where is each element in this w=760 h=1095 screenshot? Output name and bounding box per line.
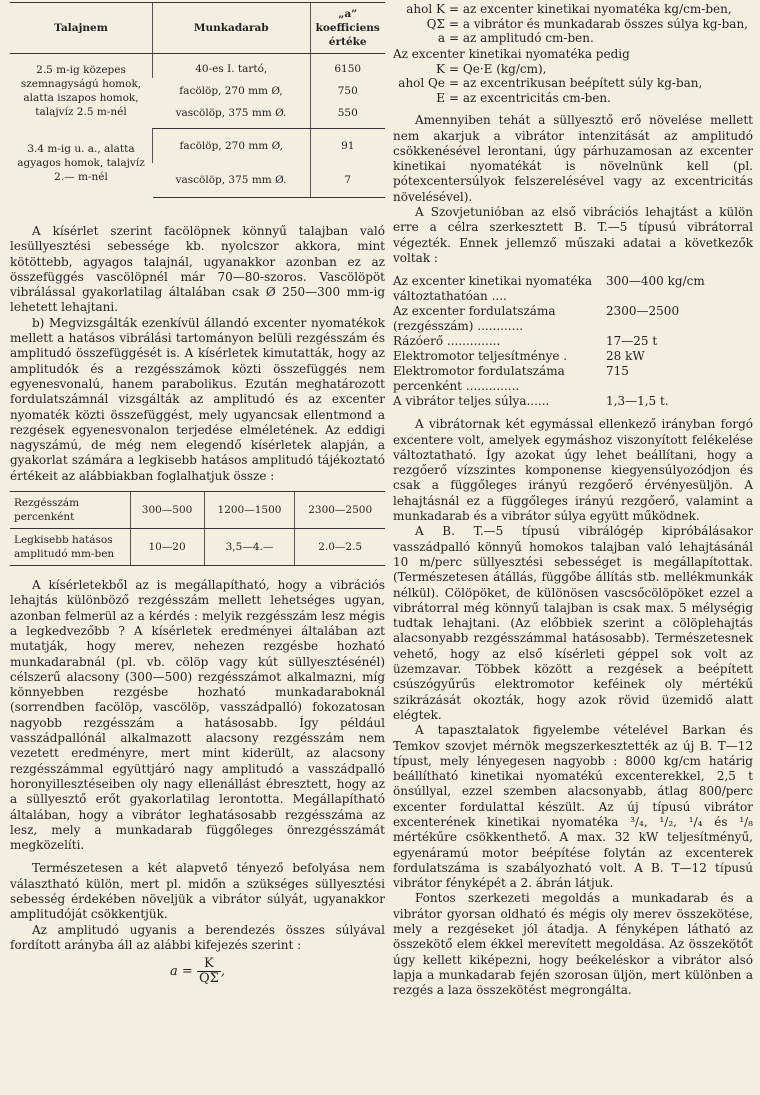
table-row bbox=[10, 492, 385, 529]
paragraph: Amennyiben tehát a süllyesztő erő növelése mellett nem akarjuk a vibrátor intenzitását az amplitudó csökkenésével lerontani, úgy párhuzamosan az excenter kinetikai nyomatékát is növelnünk kell (pl. pótexcentersúlyok felszerelésével vagy az excentricitás növelésével). bbox=[393, 113, 753, 204]
spec-label: Elektromotor teljesítménye . bbox=[393, 349, 568, 364]
spec-label: A vibrátor teljes súlya...... bbox=[393, 394, 550, 409]
definition-row bbox=[393, 62, 753, 77]
spec-value: 300—400 kg/cm bbox=[606, 274, 705, 289]
definition-row bbox=[393, 31, 753, 46]
workpiece-cell: vascölöp, 375 mm Ø. bbox=[153, 104, 311, 129]
paragraph: A B. T.—5 típusú vibrálógép kipróbálásakor vasszádpalló könnyű homokos talajban való lehajtásánál 10 m/perc süllyesztési sebességet is megállapítottak. (Természetesen átállás, függőbe állítás stb. mellékmunkák nélkül). Cölöpöket, de különösen vascsőcölöpöket ezzel a vibrátorral még könnyű talajban is csak max. 5 mélységig tudtak lehajtani. (Az előbbiek szerint a cölöplehajtás alacsonyabb rezgésszámmal hatásosabb). Természetesnek vehető, hogy az első kísérleti géppel sok volt az üzemzavar. Többek között a rezgések a beépített csúszógyűrűs elektromotor keféinek oly mértékű szikrázását okozták, hogy azok rövid üzemidő alatt elégtek. bbox=[393, 524, 753, 722]
paragraph: A vibrátornak két egymással ellenkező irányban forgó excentere volt, amelyek egymáshoz viszonyított felékelése változtatható. Így azokat úgy lehet beállítani, hogy a rezgőerő vízszintes komponense kiegyensúlyozódjon és csak a függőleges irányú rezgőerő érvényesüljön. A lehajtásnál ez a függőleges irányú rezgőerő, valamint a munkadarab és a vibrátor súlya együtt működnek. bbox=[393, 417, 753, 524]
coefficient-cell: 550 bbox=[310, 104, 385, 129]
paragraph: Fontos szerkezeti megoldás a munkadarab és a vibrátor gyorsan oldható és mégis oly merev összekötése, mely a rezgéseket jól átadja. A fényképen látható az összekötő elem ékkel merevített megoldása. Az összekötőt úgy kellett kiképezni, hogy beékeléskor a vibrátor alsó lapja a munkadarab fején szorosan üljön, mert különben a rezgés a laza összekötést megrongálta. bbox=[393, 891, 753, 998]
spec-list bbox=[393, 274, 753, 409]
paragraph: A Szovjetunióban az első vibrációs lehajtást a külön erre a célra szerkesztett B. T.—5 típusú vibrátorral végezték. Ennek jellemző műszaki adatai a következők voltak : bbox=[393, 205, 753, 265]
definition-text: = a vibrátor és munkadarab összes súlya kg-ban, bbox=[449, 16, 748, 31]
definition-symbol: ahol Qe bbox=[398, 76, 445, 91]
definition-text: = az excentrikusan beépített súly kg-ban, bbox=[449, 76, 703, 91]
definition-symbol: QΣ bbox=[426, 16, 445, 31]
workpiece-cell: 40-es I. tartó, bbox=[153, 54, 311, 79]
spec-row bbox=[393, 274, 753, 304]
definition-symbol: a bbox=[437, 31, 445, 45]
definition-row bbox=[393, 91, 753, 106]
paragraph: Az amplitudó ugyanis a berendezés összes súlyával fordított arányba áll az alábbi kifejezés szerint : bbox=[10, 922, 385, 952]
spec-value: 28 kW bbox=[606, 349, 645, 364]
table-cell: 3,5—4.— bbox=[204, 529, 295, 566]
definition-text: = az amplitudó cm-ben. bbox=[449, 31, 594, 45]
row-label: Rezgésszám percenként bbox=[10, 492, 130, 529]
spec-value: 1,3—1,5 t. bbox=[606, 394, 669, 409]
spec-label: Az excenter fordulatszáma (rezgésszám) ............ bbox=[393, 304, 556, 334]
row-label: Legkisebb hatásos amplitudó mm-ben bbox=[10, 529, 130, 566]
formula-tail: , bbox=[220, 964, 225, 980]
workpiece-cell: facölöp, 270 mm Ø, bbox=[179, 85, 283, 97]
formula-fraction bbox=[197, 957, 221, 986]
paragraph: A kísérlet szerint facölöpnek könnyű talajban való lesüllyesztési sebessége kb. nyolcszor akkora, mint kötöttebb, agyagos talajnál, ugyanakkor azonban ez az összefüggés vascölöpnél már 70—80-szoros. Vascölöpöt vibrálással gyakorlatilag általában csak Ø 250—300 mm-ig lehetett lehajtani. bbox=[10, 224, 385, 315]
definition-row bbox=[393, 2, 753, 17]
table-row bbox=[10, 129, 385, 164]
spec-row bbox=[393, 364, 753, 394]
formula-numerator: K bbox=[197, 957, 221, 972]
coefficient-cell: 7 bbox=[310, 163, 385, 198]
coefficient-cell: 6150 bbox=[310, 54, 385, 79]
spec-label: Rázóerő .............. bbox=[393, 334, 501, 349]
left-column bbox=[10, 2, 385, 986]
amplitude-formula bbox=[10, 957, 385, 986]
definition-row bbox=[393, 76, 753, 91]
right-column bbox=[393, 2, 753, 999]
definition-symbol: E bbox=[436, 90, 445, 105]
definition-text: = az excenter kinetikai nyomatéka kg/cm-ben, bbox=[449, 2, 732, 16]
formula-lhs: a = bbox=[170, 964, 193, 980]
table-row bbox=[10, 529, 385, 566]
spec-row bbox=[393, 349, 753, 364]
paragraph: A tapasztalatok figyelembe vételével Barkan és Temkov szovjet mérnök megszerkesztették az új B. T—12 típust, mely lényegesen nagyobb : 8000 kg/cm határig beállítható kinetikai nyomatékú excenterekkel, 2,5 t önsúllyal, ezzel szemben alacsonyabb, átlag 800/perc excenter fordulattal készült. Az új típusú vibrátor excenterének kinetikai nyomatéka ³/₄, ¹/₂, ¹/₄ és ¹/₈ mértékűre csökkenthető. A max. 32 kW teljesítményű, egyenáramú motor beépítése folytán az excenterek fordulatszáma is szabályozható volt. A B. T—12 típusú vibrátor fényképét a 2. ábrán látjuk. bbox=[393, 723, 753, 891]
amplitude-table bbox=[10, 491, 385, 566]
table-cell: 300—500 bbox=[130, 492, 204, 529]
header-soil: Talajnem bbox=[10, 3, 153, 54]
soil-coefficient-table bbox=[10, 2, 385, 198]
spec-label: Elektromotor fordulatszáma percenként .............. bbox=[393, 364, 565, 394]
definition-row bbox=[393, 17, 753, 32]
coefficient-cell: 750 bbox=[310, 78, 385, 104]
coefficient-cell: 91 bbox=[310, 129, 385, 164]
header-workpiece: Munkadarab bbox=[153, 3, 311, 54]
definition-text: = Qe·E (kg/cm), bbox=[449, 61, 547, 76]
table-row bbox=[10, 54, 385, 79]
variable-definitions bbox=[393, 2, 753, 105]
spec-value: 17—25 t bbox=[606, 334, 658, 349]
definition-text: = az excentricitás cm-ben. bbox=[449, 90, 611, 105]
workpiece-cell: facölöp, 270 mm Ø, bbox=[153, 129, 311, 164]
spec-row bbox=[393, 304, 753, 334]
paragraph: b) Megvizsgálták ezenkívül állandó excenter nyomatékok mellett a hatásos vibrálási tartományon belüli rezgésszám és amplitudó összefüggését is. A kísérletek kimutatták, hogy az amplitudók és a rezgésszámok közti összefüggés nem egyenesvonalú, hanem parabolikus. Ezután meghatározott fordulatszámnál vizsgálták az amplitudó és az excenter nyomaték közti összefüggést, mely ugyancsak ellentmond a rezgések egyenesvonalon terjedése elméletének. Az eddigi nagyszámú, de még nem elegendő kísérletek alapján, a gyakorlat számára a legkisebb hatásos amplitudó tájékoztató értékeit az alábbiakban foglalhatjuk össze : bbox=[10, 315, 385, 483]
spec-value: 715 bbox=[606, 364, 629, 379]
spec-label: Az excenter kinetikai nyomatéka változtathatóan .... bbox=[393, 274, 592, 304]
header-coefficient: „a” koefficiens értéke bbox=[310, 3, 385, 54]
workpiece-cell: vascölöp, 375 mm Ø. bbox=[153, 163, 311, 198]
soil-cell: 2.5 m-ig közepes szemnagyságú homok, alatta iszapos homok, talajvíz 2.5 m-nél bbox=[20, 64, 142, 119]
table-cell: 2300—2500 bbox=[295, 492, 385, 529]
definition-symbol: K bbox=[436, 61, 445, 76]
definition-symbol: ahol K bbox=[406, 2, 445, 16]
spec-row bbox=[393, 334, 753, 349]
spec-row bbox=[393, 394, 753, 409]
table-cell: 2.0—2.5 bbox=[295, 529, 385, 566]
soil-cell: 3.4 m-ig u. a., alatta agyagos homok, talajvíz 2.— m-nél bbox=[17, 143, 145, 183]
paragraph: A kísérletekből az is megállapítható, hogy a vibrációs lehajtás különböző rezgésszám mellett lehetséges ugyan, azonban felmerül az a kérdés : melyik rezgésszám lesz mégis a legkedvezőbb ? A kísérletek eredményei általában azt mutatják, hogy merev, nehezen rezgésbe hozható munkadarabnál (pl. vb. cölöp vagy kút süllyesztésénél) célszerű alacsony (300—500) rezgésszámot alkalmazni, míg könnyebben rezgésbe hozható munkadaraboknál (sorrendben facölöp, vascölöp, vasszádpalló) fokozatosan nagyobb rezgésszám a hatásosabb. Így például vasszádpallónál alkalmazott alacsony rezgésszám nem vezetett eredményre, mert mint kiderült, az alacsony rezgésszámmal együttjáró nagy amplitudó a vasszádpalló horonyillesztéseiben oly nagy ellenállást ébresztett, hogy az a süllyesztő erőt gyakorlatilag lerontotta. Megállapítható általában, hogy a vibrátor leghatásosabb rezgésszáma az lesz, mely a munkadarab függőleges önrezgésszámát megközelíti. bbox=[10, 578, 385, 853]
spec-value: 2300—2500 bbox=[606, 304, 680, 319]
table-header-row bbox=[10, 3, 385, 54]
table-cell: 10—20 bbox=[130, 529, 204, 566]
table-cell: 1200—1500 bbox=[204, 492, 295, 529]
paragraph: Az excenter kinetikai nyomatéka pedig bbox=[393, 46, 630, 61]
formula-denominator: QΣ bbox=[198, 971, 219, 987]
paragraph: Természetesen a két alapvető tényező befolyása nem választható külön, mert pl. midőn a szükséges süllyesztési sebesség érdekében növeljük a vibrátor súlyát, ugyanakkor amplitudóját csökkentjük. bbox=[10, 861, 385, 922]
